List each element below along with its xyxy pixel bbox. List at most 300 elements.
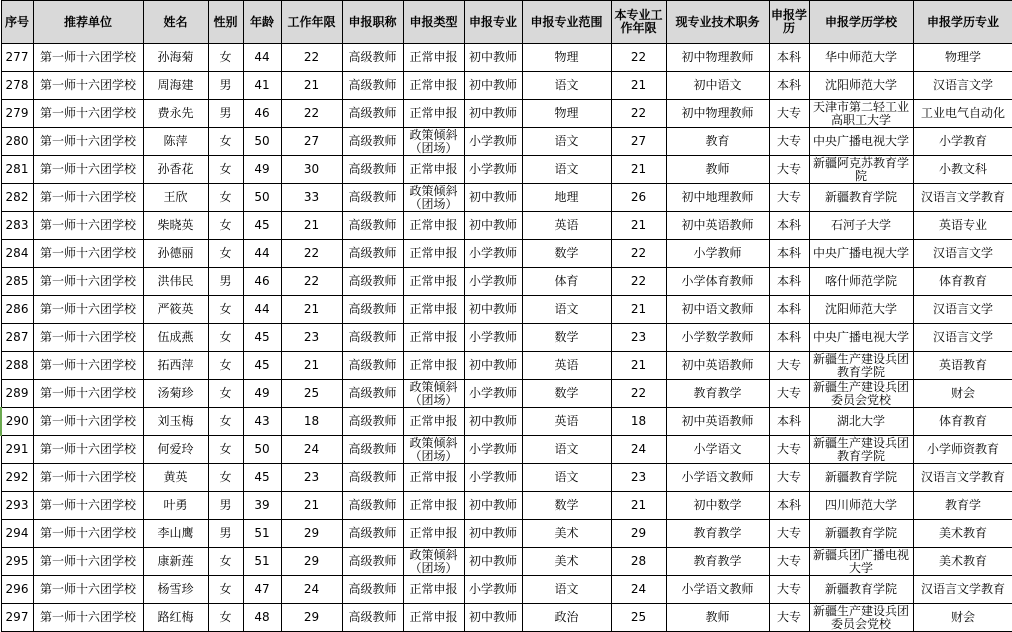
table-cell[interactable]: 财会	[913, 604, 1012, 632]
table-cell[interactable]: 叶勇	[143, 492, 208, 520]
table-cell[interactable]: 正常申报	[403, 520, 464, 548]
table-cell[interactable]: 25	[611, 604, 666, 632]
table-cell[interactable]: 女	[208, 380, 243, 408]
table-cell[interactable]: 22	[611, 268, 666, 296]
table-cell[interactable]: 296	[1, 576, 33, 604]
table-cell[interactable]: 初中教师	[464, 492, 522, 520]
table-cell[interactable]: 21	[281, 296, 342, 324]
table-cell[interactable]: 46	[243, 100, 281, 128]
table-cell[interactable]: 正常申报	[403, 100, 464, 128]
header-cell[interactable]: 姓名	[143, 1, 208, 44]
table-cell[interactable]: 297	[1, 604, 33, 632]
table-cell[interactable]: 洪伟民	[143, 268, 208, 296]
table-cell[interactable]: 高级教师	[342, 548, 403, 576]
header-cell[interactable]: 现专业技术职务	[666, 1, 769, 44]
table-cell[interactable]: 高级教师	[342, 492, 403, 520]
table-cell[interactable]: 22	[611, 380, 666, 408]
table-cell[interactable]: 本科	[769, 268, 809, 296]
table-cell[interactable]: 290	[1, 408, 33, 436]
table-cell[interactable]: 陈萍	[143, 128, 208, 156]
table-cell[interactable]: 44	[243, 44, 281, 72]
table-cell[interactable]: 孙海菊	[143, 44, 208, 72]
table-cell[interactable]: 费永先	[143, 100, 208, 128]
table-cell[interactable]: 46	[243, 268, 281, 296]
header-cell[interactable]: 性别	[208, 1, 243, 44]
table-cell[interactable]: 18	[611, 408, 666, 436]
table-cell[interactable]: 柴晓英	[143, 212, 208, 240]
table-cell[interactable]: 正常申报	[403, 240, 464, 268]
table-cell[interactable]: 四川师范大学	[809, 492, 913, 520]
table-cell[interactable]: 女	[208, 352, 243, 380]
table-cell[interactable]: 汉语言文学	[913, 72, 1012, 100]
table-cell[interactable]: 45	[243, 352, 281, 380]
table-cell[interactable]: 45	[243, 212, 281, 240]
table-cell[interactable]: 英语专业	[913, 212, 1012, 240]
table-cell[interactable]: 本科	[769, 296, 809, 324]
table-cell[interactable]: 18	[281, 408, 342, 436]
table-cell[interactable]: 汉语言文学	[913, 296, 1012, 324]
header-cell[interactable]: 推荐单位	[33, 1, 143, 44]
table-cell[interactable]: 第一师十六团学校	[33, 548, 143, 576]
table-cell[interactable]: 21	[611, 212, 666, 240]
table-cell[interactable]: 295	[1, 548, 33, 576]
table-cell[interactable]: 第一师十六团学校	[33, 380, 143, 408]
table-cell[interactable]: 新疆教育学院	[809, 520, 913, 548]
table-cell[interactable]: 正常申报	[403, 156, 464, 184]
table-cell[interactable]: 第一师十六团学校	[33, 464, 143, 492]
table-cell[interactable]: 天津市第二轻工业高职工大学	[809, 100, 913, 128]
table-cell[interactable]: 高级教师	[342, 296, 403, 324]
table-cell[interactable]: 49	[243, 156, 281, 184]
table-cell[interactable]: 23	[281, 324, 342, 352]
table-cell[interactable]: 28	[611, 548, 666, 576]
table-cell[interactable]: 汉语言文学教育	[913, 184, 1012, 212]
table-cell[interactable]: 286	[1, 296, 33, 324]
table-cell[interactable]: 英语	[522, 408, 611, 436]
table-cell[interactable]: 正常申报	[403, 296, 464, 324]
table-cell[interactable]: 高级教师	[342, 352, 403, 380]
table-cell[interactable]: 小学体育教师	[666, 268, 769, 296]
table-cell[interactable]: 财会	[913, 380, 1012, 408]
table-cell[interactable]: 289	[1, 380, 33, 408]
header-cell[interactable]: 申报类型	[403, 1, 464, 44]
table-cell[interactable]: 第一师十六团学校	[33, 324, 143, 352]
table-cell[interactable]: 女	[208, 212, 243, 240]
table-cell[interactable]: 49	[243, 380, 281, 408]
table-cell[interactable]: 小学教师	[464, 380, 522, 408]
table-cell[interactable]: 初中教师	[464, 72, 522, 100]
table-cell[interactable]: 汤菊珍	[143, 380, 208, 408]
table-cell[interactable]: 男	[208, 520, 243, 548]
table-cell[interactable]: 教育学	[913, 492, 1012, 520]
table-cell[interactable]: 汉语言文学教育	[913, 464, 1012, 492]
table-cell[interactable]: 沈阳师范大学	[809, 296, 913, 324]
table-cell[interactable]: 48	[243, 604, 281, 632]
table-cell[interactable]: 初中英语教师	[666, 352, 769, 380]
table-cell[interactable]: 康新莲	[143, 548, 208, 576]
table-cell[interactable]: 教育	[666, 128, 769, 156]
table-cell[interactable]: 初中教师	[464, 184, 522, 212]
table-cell[interactable]: 初中教师	[464, 44, 522, 72]
table-cell[interactable]: 294	[1, 520, 33, 548]
table-cell[interactable]: 279	[1, 100, 33, 128]
table-cell[interactable]: 数学	[522, 380, 611, 408]
table-cell[interactable]: 女	[208, 604, 243, 632]
table-cell[interactable]: 初中物理教师	[666, 100, 769, 128]
table-cell[interactable]: 第一师十六团学校	[33, 436, 143, 464]
table-cell[interactable]: 高级教师	[342, 576, 403, 604]
header-cell[interactable]: 申报学历	[769, 1, 809, 44]
table-cell[interactable]: 女	[208, 296, 243, 324]
table-cell[interactable]: 正常申报	[403, 464, 464, 492]
table-cell[interactable]: 24	[281, 436, 342, 464]
table-cell[interactable]: 初中教师	[464, 100, 522, 128]
table-cell[interactable]: 语文	[522, 156, 611, 184]
table-cell[interactable]: 喀什师范学院	[809, 268, 913, 296]
table-cell[interactable]: 281	[1, 156, 33, 184]
table-cell[interactable]: 高级教师	[342, 184, 403, 212]
table-cell[interactable]: 工业电气自动化	[913, 100, 1012, 128]
table-cell[interactable]: 大专	[769, 128, 809, 156]
table-cell[interactable]: 第一师十六团学校	[33, 240, 143, 268]
table-cell[interactable]: 本科	[769, 324, 809, 352]
table-cell[interactable]: 45	[243, 464, 281, 492]
table-cell[interactable]: 288	[1, 352, 33, 380]
table-cell[interactable]: 本科	[769, 492, 809, 520]
table-cell[interactable]: 51	[243, 548, 281, 576]
table-cell[interactable]: 22	[281, 44, 342, 72]
table-cell[interactable]: 本科	[769, 408, 809, 436]
table-cell[interactable]: 女	[208, 128, 243, 156]
header-cell[interactable]: 年龄	[243, 1, 281, 44]
table-cell[interactable]: 21	[281, 352, 342, 380]
table-cell[interactable]: 数学	[522, 240, 611, 268]
table-cell[interactable]: 物理	[522, 44, 611, 72]
table-cell[interactable]: 27	[281, 128, 342, 156]
table-cell[interactable]: 教育教学	[666, 548, 769, 576]
table-cell[interactable]: 本科	[769, 240, 809, 268]
table-cell[interactable]: 22	[281, 100, 342, 128]
table-cell[interactable]: 男	[208, 492, 243, 520]
table-cell[interactable]: 高级教师	[342, 212, 403, 240]
table-cell[interactable]: 美术	[522, 520, 611, 548]
table-cell[interactable]: 第一师十六团学校	[33, 72, 143, 100]
table-cell[interactable]: 小教文科	[913, 156, 1012, 184]
table-cell[interactable]: 第一师十六团学校	[33, 156, 143, 184]
header-cell[interactable]: 序号	[1, 1, 33, 44]
table-cell[interactable]: 新疆生产建设兵团委员会党校	[809, 604, 913, 632]
table-cell[interactable]: 政策倾斜（团场）	[403, 184, 464, 212]
table-cell[interactable]: 21	[611, 156, 666, 184]
table-cell[interactable]: 初中教师	[464, 548, 522, 576]
table-cell[interactable]: 292	[1, 464, 33, 492]
table-cell[interactable]: 50	[243, 436, 281, 464]
table-cell[interactable]: 正常申报	[403, 576, 464, 604]
table-cell[interactable]: 高级教师	[342, 44, 403, 72]
table-cell[interactable]: 51	[243, 520, 281, 548]
table-cell[interactable]: 新疆兵团广播电视大学	[809, 548, 913, 576]
table-cell[interactable]: 路红梅	[143, 604, 208, 632]
table-cell[interactable]: 大专	[769, 156, 809, 184]
table-cell[interactable]: 体育教育	[913, 408, 1012, 436]
table-cell[interactable]: 语文	[522, 576, 611, 604]
table-cell[interactable]: 政策倾斜（团场）	[403, 548, 464, 576]
table-cell[interactable]: 50	[243, 184, 281, 212]
table-cell[interactable]: 政策倾斜（团场）	[403, 128, 464, 156]
table-cell[interactable]: 高级教师	[342, 268, 403, 296]
table-cell[interactable]: 刘玉梅	[143, 408, 208, 436]
table-cell[interactable]: 第一师十六团学校	[33, 128, 143, 156]
table-cell[interactable]: 第一师十六团学校	[33, 604, 143, 632]
table-cell[interactable]: 小学教师	[464, 324, 522, 352]
table-cell[interactable]: 沈阳师范大学	[809, 72, 913, 100]
table-cell[interactable]: 初中物理教师	[666, 44, 769, 72]
table-cell[interactable]: 第一师十六团学校	[33, 576, 143, 604]
table-cell[interactable]: 21	[281, 72, 342, 100]
table-cell[interactable]: 22	[281, 240, 342, 268]
table-cell[interactable]: 283	[1, 212, 33, 240]
table-cell[interactable]: 24	[611, 436, 666, 464]
table-cell[interactable]: 正常申报	[403, 492, 464, 520]
table-cell[interactable]: 45	[243, 324, 281, 352]
table-cell[interactable]: 高级教师	[342, 408, 403, 436]
table-cell[interactable]: 美术	[522, 548, 611, 576]
table-cell[interactable]: 教育教学	[666, 520, 769, 548]
table-cell[interactable]: 第一师十六团学校	[33, 296, 143, 324]
table-cell[interactable]: 24	[611, 576, 666, 604]
table-cell[interactable]: 21	[611, 72, 666, 100]
table-cell[interactable]: 高级教师	[342, 464, 403, 492]
table-cell[interactable]: 第一师十六团学校	[33, 44, 143, 72]
table-cell[interactable]: 高级教师	[342, 240, 403, 268]
table-cell[interactable]: 22	[611, 100, 666, 128]
table-cell[interactable]: 英语	[522, 212, 611, 240]
table-cell[interactable]: 小学师资教育	[913, 436, 1012, 464]
table-cell[interactable]: 美术教育	[913, 548, 1012, 576]
table-cell[interactable]: 小学教师	[464, 576, 522, 604]
table-cell[interactable]: 正常申报	[403, 352, 464, 380]
table-cell[interactable]: 高级教师	[342, 324, 403, 352]
table-cell[interactable]: 周海建	[143, 72, 208, 100]
table-cell[interactable]: 大专	[769, 100, 809, 128]
table-cell[interactable]: 23	[611, 324, 666, 352]
table-cell[interactable]: 汉语言文学教育	[913, 576, 1012, 604]
table-cell[interactable]: 44	[243, 296, 281, 324]
header-cell[interactable]: 申报学历学校	[809, 1, 913, 44]
table-cell[interactable]: 高级教师	[342, 128, 403, 156]
table-cell[interactable]: 29	[611, 520, 666, 548]
table-cell[interactable]: 华中师范大学	[809, 44, 913, 72]
table-cell[interactable]: 第一师十六团学校	[33, 492, 143, 520]
table-cell[interactable]: 大专	[769, 352, 809, 380]
table-cell[interactable]: 高级教师	[342, 156, 403, 184]
table-cell[interactable]: 29	[281, 548, 342, 576]
table-cell[interactable]: 21	[611, 492, 666, 520]
table-cell[interactable]: 初中英语教师	[666, 408, 769, 436]
table-cell[interactable]: 第一师十六团学校	[33, 352, 143, 380]
table-cell[interactable]: 新疆阿克苏教育学院	[809, 156, 913, 184]
table-cell[interactable]: 25	[281, 380, 342, 408]
table-cell[interactable]: 小学教育	[913, 128, 1012, 156]
table-cell[interactable]: 高级教师	[342, 604, 403, 632]
table-cell[interactable]: 何爱玲	[143, 436, 208, 464]
table-cell[interactable]: 语文	[522, 296, 611, 324]
table-cell[interactable]: 英语教育	[913, 352, 1012, 380]
table-cell[interactable]: 277	[1, 44, 33, 72]
table-cell[interactable]: 39	[243, 492, 281, 520]
table-cell[interactable]: 33	[281, 184, 342, 212]
table-cell[interactable]: 29	[281, 604, 342, 632]
table-cell[interactable]: 本科	[769, 72, 809, 100]
table-cell[interactable]: 男	[208, 268, 243, 296]
table-cell[interactable]: 47	[243, 576, 281, 604]
table-cell[interactable]: 第一师十六团学校	[33, 212, 143, 240]
table-cell[interactable]: 大专	[769, 184, 809, 212]
table-cell[interactable]: 初中教师	[464, 212, 522, 240]
header-cell[interactable]: 申报学历专业	[913, 1, 1012, 44]
table-cell[interactable]: 英语	[522, 352, 611, 380]
table-cell[interactable]: 男	[208, 72, 243, 100]
table-cell[interactable]: 282	[1, 184, 33, 212]
table-cell[interactable]: 22	[281, 268, 342, 296]
table-cell[interactable]: 语文	[522, 436, 611, 464]
table-cell[interactable]: 大专	[769, 576, 809, 604]
table-cell[interactable]: 大专	[769, 436, 809, 464]
table-cell[interactable]: 初中语文	[666, 72, 769, 100]
table-cell[interactable]: 政治	[522, 604, 611, 632]
table-cell[interactable]: 41	[243, 72, 281, 100]
table-cell[interactable]: 大专	[769, 520, 809, 548]
table-cell[interactable]: 黄英	[143, 464, 208, 492]
table-cell[interactable]: 280	[1, 128, 33, 156]
table-cell[interactable]: 第一师十六团学校	[33, 520, 143, 548]
table-cell[interactable]: 女	[208, 576, 243, 604]
table-cell[interactable]: 小学教师	[464, 128, 522, 156]
table-cell[interactable]: 初中教师	[464, 352, 522, 380]
table-cell[interactable]: 汉语言文学	[913, 240, 1012, 268]
table-cell[interactable]: 女	[208, 156, 243, 184]
table-cell[interactable]: 第一师十六团学校	[33, 268, 143, 296]
table-cell[interactable]: 拓西萍	[143, 352, 208, 380]
table-cell[interactable]: 小学教师	[464, 240, 522, 268]
table-cell[interactable]: 高级教师	[342, 380, 403, 408]
table-cell[interactable]: 小学数学教师	[666, 324, 769, 352]
table-cell[interactable]: 伍成燕	[143, 324, 208, 352]
table-cell[interactable]: 新疆生产建设兵团教育学院	[809, 436, 913, 464]
table-cell[interactable]: 24	[281, 576, 342, 604]
table-cell[interactable]: 正常申报	[403, 44, 464, 72]
table-cell[interactable]: 初中地理教师	[666, 184, 769, 212]
table-cell[interactable]: 小学教师	[464, 156, 522, 184]
table-cell[interactable]: 杨雪珍	[143, 576, 208, 604]
table-cell[interactable]: 第一师十六团学校	[33, 408, 143, 436]
table-cell[interactable]: 高级教师	[342, 520, 403, 548]
header-cell[interactable]: 申报职称	[342, 1, 403, 44]
table-cell[interactable]: 高级教师	[342, 72, 403, 100]
table-cell[interactable]: 政策倾斜（团场）	[403, 436, 464, 464]
table-cell[interactable]: 23	[281, 464, 342, 492]
table-cell[interactable]: 小学教师	[666, 240, 769, 268]
table-cell[interactable]: 初中教师	[464, 408, 522, 436]
table-cell[interactable]: 291	[1, 436, 33, 464]
header-cell[interactable]: 申报专业范围	[522, 1, 611, 44]
table-cell[interactable]: 第一师十六团学校	[33, 184, 143, 212]
table-cell[interactable]: 体育	[522, 268, 611, 296]
table-cell[interactable]: 26	[611, 184, 666, 212]
table-cell[interactable]: 21	[281, 212, 342, 240]
table-cell[interactable]: 物理	[522, 100, 611, 128]
table-cell[interactable]: 教育教学	[666, 380, 769, 408]
table-cell[interactable]: 大专	[769, 380, 809, 408]
table-cell[interactable]: 285	[1, 268, 33, 296]
table-cell[interactable]: 第一师十六团学校	[33, 100, 143, 128]
table-cell[interactable]: 小学语文教师	[666, 464, 769, 492]
table-cell[interactable]: 新疆生产建设兵团教育学院	[809, 352, 913, 380]
table-cell[interactable]: 女	[208, 240, 243, 268]
table-cell[interactable]: 初中教师	[464, 604, 522, 632]
table-cell[interactable]: 汉语言文学	[913, 324, 1012, 352]
table-cell[interactable]: 21	[611, 352, 666, 380]
table-cell[interactable]: 严筱英	[143, 296, 208, 324]
table-cell[interactable]: 27	[611, 128, 666, 156]
table-cell[interactable]: 女	[208, 184, 243, 212]
table-cell[interactable]: 物理学	[913, 44, 1012, 72]
table-cell[interactable]: 高级教师	[342, 100, 403, 128]
table-cell[interactable]: 正常申报	[403, 408, 464, 436]
table-cell[interactable]: 293	[1, 492, 33, 520]
table-cell[interactable]: 语文	[522, 72, 611, 100]
table-cell[interactable]: 初中数学	[666, 492, 769, 520]
table-cell[interactable]: 初中教师	[464, 296, 522, 324]
table-cell[interactable]: 44	[243, 240, 281, 268]
table-cell[interactable]: 小学教师	[464, 464, 522, 492]
table-cell[interactable]: 29	[281, 520, 342, 548]
table-cell[interactable]: 正常申报	[403, 324, 464, 352]
table-cell[interactable]: 50	[243, 128, 281, 156]
table-cell[interactable]: 中央广播电视大学	[809, 128, 913, 156]
table-cell[interactable]: 大专	[769, 548, 809, 576]
table-cell[interactable]: 正常申报	[403, 212, 464, 240]
table-cell[interactable]: 初中语文教师	[666, 296, 769, 324]
table-cell[interactable]: 22	[611, 44, 666, 72]
table-cell[interactable]: 女	[208, 548, 243, 576]
table-cell[interactable]: 正常申报	[403, 604, 464, 632]
table-cell[interactable]: 小学语文教师	[666, 576, 769, 604]
table-cell[interactable]: 孙香花	[143, 156, 208, 184]
table-cell[interactable]: 数学	[522, 492, 611, 520]
table-cell[interactable]: 30	[281, 156, 342, 184]
table-cell[interactable]: 教师	[666, 156, 769, 184]
table-cell[interactable]: 男	[208, 100, 243, 128]
header-cell[interactable]: 申报专业	[464, 1, 522, 44]
table-cell[interactable]: 李山鹰	[143, 520, 208, 548]
table-cell[interactable]: 43	[243, 408, 281, 436]
table-cell[interactable]: 22	[611, 240, 666, 268]
table-cell[interactable]: 女	[208, 408, 243, 436]
table-cell[interactable]: 中央广播电视大学	[809, 324, 913, 352]
table-cell[interactable]: 中央广播电视大学	[809, 240, 913, 268]
table-cell[interactable]: 语文	[522, 128, 611, 156]
table-cell[interactable]: 女	[208, 436, 243, 464]
table-cell[interactable]: 新疆生产建设兵团委员会党校	[809, 380, 913, 408]
table-cell[interactable]: 287	[1, 324, 33, 352]
table-cell[interactable]: 政策倾斜（团场）	[403, 380, 464, 408]
table-cell[interactable]: 大专	[769, 464, 809, 492]
table-cell[interactable]: 小学语文	[666, 436, 769, 464]
table-cell[interactable]: 21	[611, 296, 666, 324]
table-cell[interactable]: 新疆教育学院	[809, 184, 913, 212]
table-cell[interactable]: 本科	[769, 44, 809, 72]
